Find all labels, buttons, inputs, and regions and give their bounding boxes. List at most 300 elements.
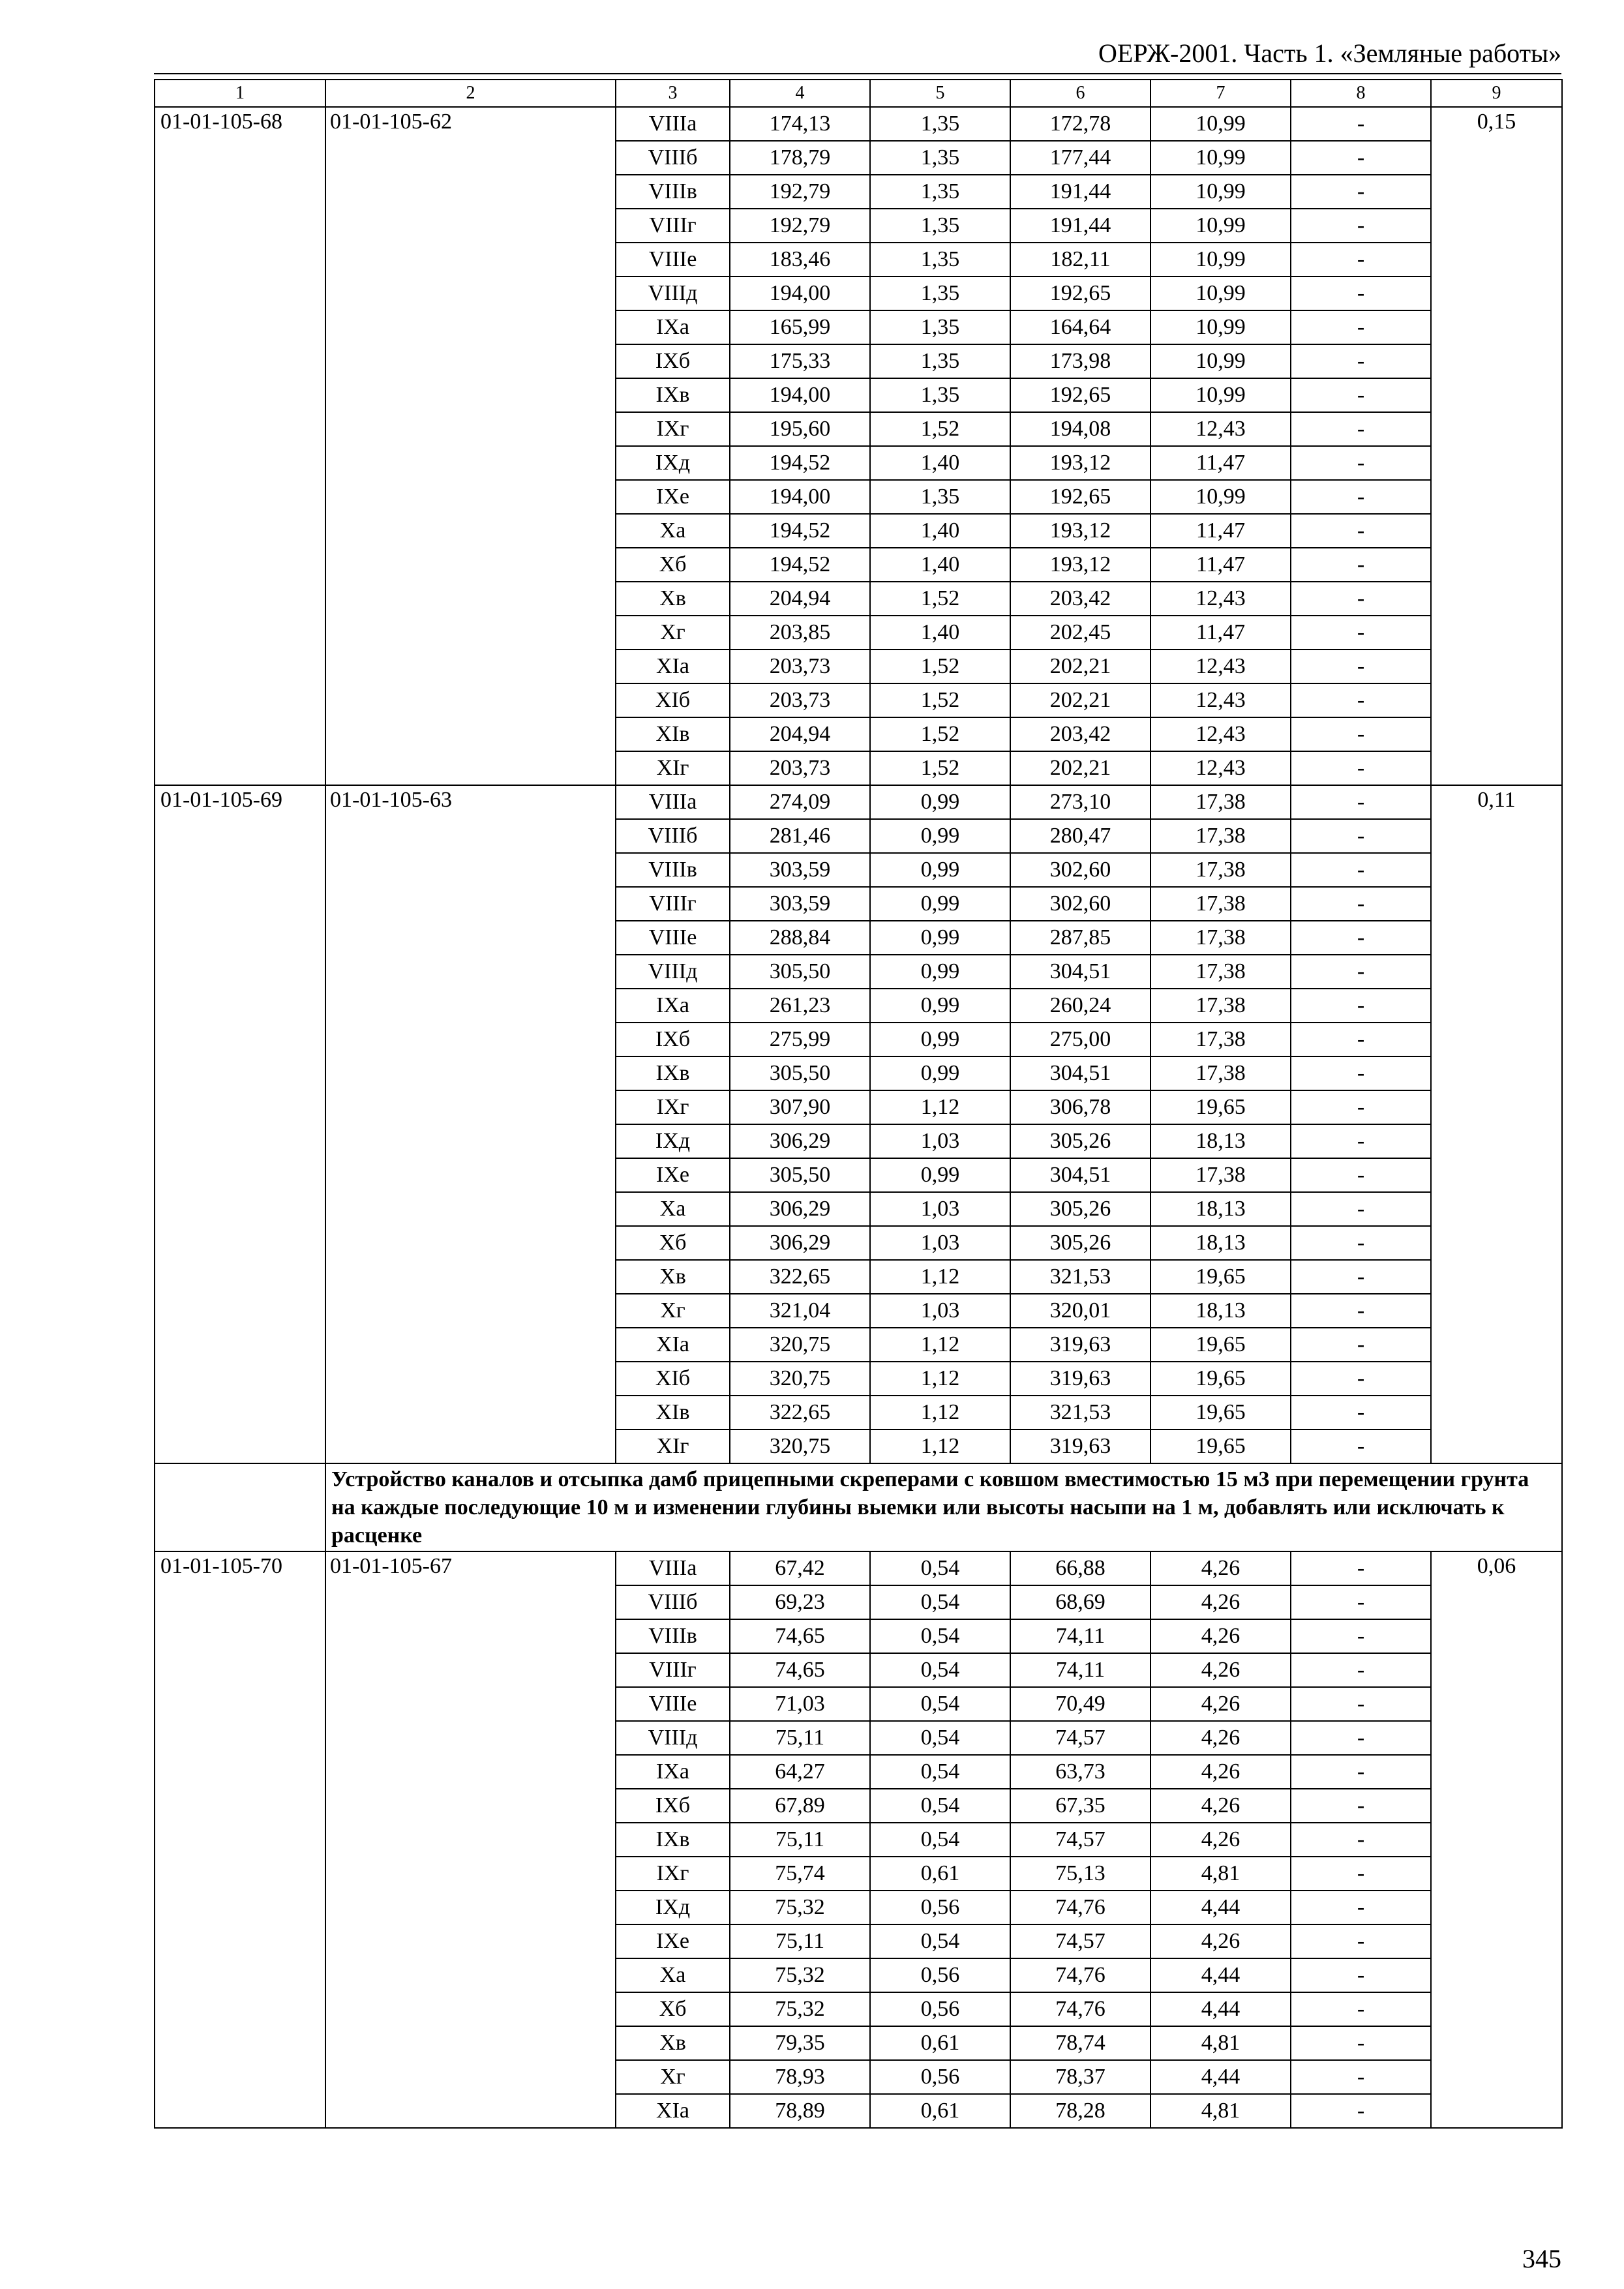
total-cost-cell: 203,73: [730, 650, 870, 683]
zone-cell: VIIIб: [616, 1585, 730, 1619]
driver-wages-cell: 19,65: [1150, 1260, 1291, 1294]
total-cost-cell: 204,94: [730, 582, 870, 616]
materials-cell: -: [1291, 141, 1431, 175]
total-cost-cell: 303,59: [730, 887, 870, 921]
materials-cell: -: [1291, 1721, 1431, 1755]
materials-cell: -: [1291, 446, 1431, 480]
materials-cell: -: [1291, 1429, 1431, 1463]
materials-cell: -: [1291, 548, 1431, 582]
zone-cell: IXд: [616, 1891, 730, 1924]
machines-cell: 164,64: [1010, 310, 1150, 344]
wages-cell: 0,54: [870, 1619, 1010, 1653]
materials-cell: -: [1291, 1958, 1431, 1992]
total-cost-cell: 195,60: [730, 412, 870, 446]
zone-cell: VIIIд: [616, 1721, 730, 1755]
column-number: 6: [1010, 80, 1150, 107]
materials-cell: -: [1291, 2026, 1431, 2060]
column-number: 9: [1431, 80, 1562, 107]
machines-cell: 305,26: [1010, 1124, 1150, 1158]
wages-cell: 0,99: [870, 989, 1010, 1023]
total-cost-cell: 305,50: [730, 1158, 870, 1192]
machines-cell: 275,00: [1010, 1023, 1150, 1056]
wages-cell: 1,35: [870, 243, 1010, 277]
wages-cell: 1,03: [870, 1192, 1010, 1226]
wages-cell: 1,35: [870, 310, 1010, 344]
labor-factor: 0,06: [1431, 1551, 1562, 2128]
materials-cell: -: [1291, 955, 1431, 989]
rate-code: 01-01-105-68: [155, 107, 325, 785]
materials-cell: -: [1291, 1362, 1431, 1396]
zone-cell: Xа: [616, 1192, 730, 1226]
total-cost-cell: 203,73: [730, 683, 870, 717]
machines-cell: 202,21: [1010, 751, 1150, 785]
driver-wages-cell: 12,43: [1150, 650, 1291, 683]
wages-cell: 0,54: [870, 1721, 1010, 1755]
total-cost-cell: 320,75: [730, 1429, 870, 1463]
machines-cell: 202,21: [1010, 683, 1150, 717]
zone-cell: Xа: [616, 1958, 730, 1992]
materials-cell: -: [1291, 1124, 1431, 1158]
machines-cell: 306,78: [1010, 1090, 1150, 1124]
total-cost-cell: 192,79: [730, 175, 870, 209]
total-cost-cell: 307,90: [730, 1090, 870, 1124]
machines-cell: 304,51: [1010, 1158, 1150, 1192]
zone-cell: VIIIб: [616, 141, 730, 175]
driver-wages-cell: 11,47: [1150, 548, 1291, 582]
driver-wages-cell: 12,43: [1150, 717, 1291, 751]
zone-cell: IXг: [616, 1090, 730, 1124]
materials-cell: -: [1291, 887, 1431, 921]
zone-cell: VIIIд: [616, 277, 730, 310]
zone-cell: IXе: [616, 480, 730, 514]
machines-cell: 305,26: [1010, 1226, 1150, 1260]
total-cost-cell: 305,50: [730, 1056, 870, 1090]
total-cost-cell: 194,00: [730, 277, 870, 310]
materials-cell: -: [1291, 1551, 1431, 1585]
wages-cell: 0,54: [870, 1789, 1010, 1823]
zone-cell: XIа: [616, 650, 730, 683]
wages-cell: 1,12: [870, 1396, 1010, 1429]
zone-cell: IXд: [616, 1124, 730, 1158]
materials-cell: -: [1291, 1328, 1431, 1362]
machines-cell: 193,12: [1010, 514, 1150, 548]
machines-cell: 74,11: [1010, 1653, 1150, 1687]
driver-wages-cell: 12,43: [1150, 683, 1291, 717]
table-row: [155, 785, 1562, 819]
zone-cell: VIIIв: [616, 1619, 730, 1653]
total-cost-cell: 194,52: [730, 548, 870, 582]
wages-cell: 1,12: [870, 1328, 1010, 1362]
materials-cell: -: [1291, 344, 1431, 378]
driver-wages-cell: 19,65: [1150, 1090, 1291, 1124]
driver-wages-cell: 10,99: [1150, 277, 1291, 310]
zone-cell: XIа: [616, 1328, 730, 1362]
zone-cell: Xг: [616, 2060, 730, 2094]
total-cost-cell: 165,99: [730, 310, 870, 344]
materials-cell: -: [1291, 853, 1431, 887]
wages-cell: 1,52: [870, 717, 1010, 751]
machines-cell: 202,45: [1010, 616, 1150, 650]
wages-cell: 1,35: [870, 277, 1010, 310]
driver-wages-cell: 17,38: [1150, 989, 1291, 1023]
driver-wages-cell: 10,99: [1150, 378, 1291, 412]
rates-table: [154, 79, 1563, 2129]
driver-wages-cell: 4,26: [1150, 1924, 1291, 1958]
total-cost-cell: 306,29: [730, 1124, 870, 1158]
wages-cell: 1,40: [870, 548, 1010, 582]
column-number: 1: [155, 80, 325, 107]
zone-cell: VIIIв: [616, 853, 730, 887]
machines-cell: 193,12: [1010, 548, 1150, 582]
wages-cell: 0,54: [870, 1551, 1010, 1585]
materials-cell: -: [1291, 819, 1431, 853]
materials-cell: -: [1291, 1192, 1431, 1226]
total-cost-cell: 75,32: [730, 1992, 870, 2026]
materials-cell: -: [1291, 1294, 1431, 1328]
driver-wages-cell: 4,81: [1150, 2094, 1291, 2128]
zone-cell: Xв: [616, 582, 730, 616]
zone-cell: VIIIг: [616, 1653, 730, 1687]
total-cost-cell: 203,85: [730, 616, 870, 650]
materials-cell: -: [1291, 1687, 1431, 1721]
machines-cell: 74,11: [1010, 1619, 1150, 1653]
zone-cell: VIIIе: [616, 1687, 730, 1721]
driver-wages-cell: 10,99: [1150, 480, 1291, 514]
wages-cell: 0,99: [870, 1056, 1010, 1090]
materials-cell: -: [1291, 209, 1431, 243]
zone-cell: Xг: [616, 616, 730, 650]
zone-cell: XIг: [616, 751, 730, 785]
wages-cell: 1,12: [870, 1362, 1010, 1396]
materials-cell: -: [1291, 616, 1431, 650]
wages-cell: 0,56: [870, 1891, 1010, 1924]
column-number-row: [155, 80, 1562, 107]
driver-wages-cell: 4,26: [1150, 1585, 1291, 1619]
wages-cell: 1,03: [870, 1124, 1010, 1158]
driver-wages-cell: 4,26: [1150, 1823, 1291, 1857]
driver-wages-cell: 4,81: [1150, 2026, 1291, 2060]
zone-cell: XIб: [616, 1362, 730, 1396]
zone-cell: XIб: [616, 683, 730, 717]
materials-cell: -: [1291, 582, 1431, 616]
total-cost-cell: 74,65: [730, 1653, 870, 1687]
machines-cell: 192,65: [1010, 378, 1150, 412]
driver-wages-cell: 10,99: [1150, 107, 1291, 141]
driver-wages-cell: 4,26: [1150, 1755, 1291, 1789]
zone-cell: VIIIе: [616, 243, 730, 277]
total-cost-cell: 303,59: [730, 853, 870, 887]
wages-cell: 0,56: [870, 1992, 1010, 2026]
machines-cell: 304,51: [1010, 955, 1150, 989]
machines-cell: 192,65: [1010, 277, 1150, 310]
total-cost-cell: 194,52: [730, 514, 870, 548]
driver-wages-cell: 4,81: [1150, 1857, 1291, 1891]
machines-cell: 280,47: [1010, 819, 1150, 853]
column-number: 3: [616, 80, 730, 107]
total-cost-cell: 175,33: [730, 344, 870, 378]
total-cost-cell: 64,27: [730, 1755, 870, 1789]
machines-cell: 305,26: [1010, 1192, 1150, 1226]
zone-cell: IXд: [616, 446, 730, 480]
driver-wages-cell: 10,99: [1150, 175, 1291, 209]
wages-cell: 1,52: [870, 751, 1010, 785]
total-cost-cell: 275,99: [730, 1023, 870, 1056]
total-cost-cell: 67,89: [730, 1789, 870, 1823]
driver-wages-cell: 12,43: [1150, 412, 1291, 446]
total-cost-cell: 194,00: [730, 480, 870, 514]
driver-wages-cell: 18,13: [1150, 1192, 1291, 1226]
wages-cell: 0,54: [870, 1924, 1010, 1958]
page-header: ОЕРЖ-2001. Часть 1. «Земляные работы»: [1098, 38, 1561, 68]
column-number: 8: [1291, 80, 1431, 107]
driver-wages-cell: 18,13: [1150, 1226, 1291, 1260]
zone-cell: VIIIа: [616, 1551, 730, 1585]
driver-wages-cell: 11,47: [1150, 446, 1291, 480]
driver-wages-cell: 4,26: [1150, 1687, 1291, 1721]
wages-cell: 1,03: [870, 1226, 1010, 1260]
driver-wages-cell: 17,38: [1150, 785, 1291, 819]
machines-cell: 191,44: [1010, 175, 1150, 209]
materials-cell: -: [1291, 717, 1431, 751]
machines-cell: 74,57: [1010, 1823, 1150, 1857]
total-cost-cell: 204,94: [730, 717, 870, 751]
machines-cell: 74,76: [1010, 1992, 1150, 2026]
wages-cell: 0,99: [870, 853, 1010, 887]
total-cost-cell: 281,46: [730, 819, 870, 853]
zone-cell: Xб: [616, 548, 730, 582]
materials-cell: -: [1291, 1158, 1431, 1192]
driver-wages-cell: 11,47: [1150, 514, 1291, 548]
total-cost-cell: 288,84: [730, 921, 870, 955]
wages-cell: 1,40: [870, 446, 1010, 480]
materials-cell: -: [1291, 1789, 1431, 1823]
materials-cell: -: [1291, 1924, 1431, 1958]
section-heading-row: [155, 1463, 1562, 1551]
zone-cell: VIIIб: [616, 819, 730, 853]
wages-cell: 0,54: [870, 1585, 1010, 1619]
wages-cell: 0,99: [870, 887, 1010, 921]
driver-wages-cell: 17,38: [1150, 1023, 1291, 1056]
driver-wages-cell: 18,13: [1150, 1294, 1291, 1328]
wages-cell: 1,40: [870, 616, 1010, 650]
materials-cell: -: [1291, 277, 1431, 310]
base-rate-code: 01-01-105-62: [325, 107, 616, 785]
driver-wages-cell: 4,26: [1150, 1551, 1291, 1585]
zone-cell: VIIIа: [616, 785, 730, 819]
driver-wages-cell: 10,99: [1150, 141, 1291, 175]
total-cost-cell: 75,11: [730, 1721, 870, 1755]
wages-cell: 1,12: [870, 1429, 1010, 1463]
materials-cell: -: [1291, 1823, 1431, 1857]
driver-wages-cell: 11,47: [1150, 616, 1291, 650]
machines-cell: 302,60: [1010, 887, 1150, 921]
rate-code: 01-01-105-70: [155, 1551, 325, 2128]
wages-cell: 0,99: [870, 921, 1010, 955]
zone-cell: IXа: [616, 310, 730, 344]
wages-cell: 1,12: [870, 1260, 1010, 1294]
machines-cell: 202,21: [1010, 650, 1150, 683]
machines-cell: 321,53: [1010, 1260, 1150, 1294]
zone-cell: Xб: [616, 1992, 730, 2026]
materials-cell: -: [1291, 175, 1431, 209]
wages-cell: 1,52: [870, 412, 1010, 446]
wages-cell: 0,54: [870, 1755, 1010, 1789]
machines-cell: 66,88: [1010, 1551, 1150, 1585]
driver-wages-cell: 17,38: [1150, 887, 1291, 921]
materials-cell: -: [1291, 1585, 1431, 1619]
wages-cell: 0,56: [870, 1958, 1010, 1992]
materials-cell: -: [1291, 1653, 1431, 1687]
materials-cell: -: [1291, 1992, 1431, 2026]
materials-cell: -: [1291, 1056, 1431, 1090]
materials-cell: -: [1291, 412, 1431, 446]
machines-cell: 321,53: [1010, 1396, 1150, 1429]
zone-cell: VIIIв: [616, 175, 730, 209]
machines-cell: 68,69: [1010, 1585, 1150, 1619]
zone-cell: IXг: [616, 1857, 730, 1891]
total-cost-cell: 69,23: [730, 1585, 870, 1619]
machines-cell: 70,49: [1010, 1687, 1150, 1721]
machines-cell: 172,78: [1010, 107, 1150, 141]
table-row: [155, 107, 1562, 141]
wages-cell: 0,61: [870, 2026, 1010, 2060]
machines-cell: 319,63: [1010, 1362, 1150, 1396]
wages-cell: 1,40: [870, 514, 1010, 548]
machines-cell: 191,44: [1010, 209, 1150, 243]
zone-cell: IXб: [616, 1789, 730, 1823]
total-cost-cell: 75,32: [730, 1958, 870, 1992]
wages-cell: 1,35: [870, 344, 1010, 378]
base-rate-code: 01-01-105-63: [325, 785, 616, 1463]
base-rate-code: 01-01-105-67: [325, 1551, 616, 2128]
total-cost-cell: 75,11: [730, 1823, 870, 1857]
total-cost-cell: 321,04: [730, 1294, 870, 1328]
wages-cell: 0,99: [870, 785, 1010, 819]
machines-cell: 67,35: [1010, 1789, 1150, 1823]
wages-cell: 1,52: [870, 683, 1010, 717]
machines-cell: 182,11: [1010, 243, 1150, 277]
total-cost-cell: 322,65: [730, 1260, 870, 1294]
wages-cell: 1,35: [870, 378, 1010, 412]
total-cost-cell: 67,42: [730, 1551, 870, 1585]
machines-cell: 63,73: [1010, 1755, 1150, 1789]
total-cost-cell: 75,74: [730, 1857, 870, 1891]
driver-wages-cell: 4,26: [1150, 1619, 1291, 1653]
driver-wages-cell: 4,26: [1150, 1653, 1291, 1687]
zone-cell: Xг: [616, 1294, 730, 1328]
wages-cell: 1,52: [870, 582, 1010, 616]
total-cost-cell: 79,35: [730, 2026, 870, 2060]
machines-cell: 192,65: [1010, 480, 1150, 514]
materials-cell: -: [1291, 785, 1431, 819]
total-cost-cell: 203,73: [730, 751, 870, 785]
header-rule: [154, 73, 1561, 74]
materials-cell: -: [1291, 107, 1431, 141]
materials-cell: -: [1291, 751, 1431, 785]
machines-cell: 319,63: [1010, 1328, 1150, 1362]
table-row: [155, 1551, 1562, 1585]
driver-wages-cell: 17,38: [1150, 1158, 1291, 1192]
machines-cell: 78,28: [1010, 2094, 1150, 2128]
wages-cell: 0,99: [870, 819, 1010, 853]
total-cost-cell: 78,89: [730, 2094, 870, 2128]
total-cost-cell: 306,29: [730, 1226, 870, 1260]
materials-cell: -: [1291, 2060, 1431, 2094]
column-number: 7: [1150, 80, 1291, 107]
driver-wages-cell: 10,99: [1150, 344, 1291, 378]
section-title: Устройство каналов и отсыпка дамб прицепными скреперами с ковшом вместимостью 15 м3 при перемещении грунта на каждые последующие 10 м и изменении глубины выемки или высоты насыпи на 1 м, добавлять или исключать к расценке: [325, 1463, 1562, 1551]
materials-cell: -: [1291, 683, 1431, 717]
wages-cell: 0,61: [870, 1857, 1010, 1891]
labor-factor: 0,15: [1431, 107, 1562, 785]
driver-wages-cell: 4,44: [1150, 1958, 1291, 1992]
materials-cell: -: [1291, 1619, 1431, 1653]
driver-wages-cell: 4,44: [1150, 1891, 1291, 1924]
zone-cell: IXа: [616, 989, 730, 1023]
zone-cell: XIв: [616, 1396, 730, 1429]
total-cost-cell: 194,52: [730, 446, 870, 480]
total-cost-cell: 178,79: [730, 141, 870, 175]
machines-cell: 304,51: [1010, 1056, 1150, 1090]
zone-cell: XIг: [616, 1429, 730, 1463]
zone-cell: IXг: [616, 412, 730, 446]
machines-cell: 273,10: [1010, 785, 1150, 819]
total-cost-cell: 320,75: [730, 1362, 870, 1396]
machines-cell: 194,08: [1010, 412, 1150, 446]
materials-cell: -: [1291, 989, 1431, 1023]
column-number: 5: [870, 80, 1010, 107]
zone-cell: VIIIд: [616, 955, 730, 989]
machines-cell: 74,76: [1010, 1891, 1150, 1924]
driver-wages-cell: 4,44: [1150, 1992, 1291, 2026]
driver-wages-cell: 12,43: [1150, 751, 1291, 785]
total-cost-cell: 194,00: [730, 378, 870, 412]
materials-cell: -: [1291, 1755, 1431, 1789]
total-cost-cell: 74,65: [730, 1619, 870, 1653]
total-cost-cell: 183,46: [730, 243, 870, 277]
wages-cell: 1,35: [870, 141, 1010, 175]
driver-wages-cell: 12,43: [1150, 582, 1291, 616]
machines-cell: 75,13: [1010, 1857, 1150, 1891]
machines-cell: 260,24: [1010, 989, 1150, 1023]
zone-cell: VIIIа: [616, 107, 730, 141]
materials-cell: -: [1291, 1396, 1431, 1429]
total-cost-cell: 305,50: [730, 955, 870, 989]
wages-cell: 0,99: [870, 1023, 1010, 1056]
driver-wages-cell: 17,38: [1150, 819, 1291, 853]
machines-cell: 203,42: [1010, 582, 1150, 616]
zone-cell: Xб: [616, 1226, 730, 1260]
machines-cell: 78,37: [1010, 2060, 1150, 2094]
machines-cell: 193,12: [1010, 446, 1150, 480]
materials-cell: -: [1291, 378, 1431, 412]
driver-wages-cell: 17,38: [1150, 1056, 1291, 1090]
total-cost-cell: 306,29: [730, 1192, 870, 1226]
wages-cell: 1,35: [870, 175, 1010, 209]
zone-cell: Xв: [616, 2026, 730, 2060]
total-cost-cell: 75,11: [730, 1924, 870, 1958]
zone-cell: IXа: [616, 1755, 730, 1789]
total-cost-cell: 78,93: [730, 2060, 870, 2094]
materials-cell: -: [1291, 480, 1431, 514]
driver-wages-cell: 10,99: [1150, 310, 1291, 344]
column-number: 2: [325, 80, 616, 107]
materials-cell: -: [1291, 650, 1431, 683]
driver-wages-cell: 4,26: [1150, 1721, 1291, 1755]
driver-wages-cell: 17,38: [1150, 955, 1291, 989]
wages-cell: 0,54: [870, 1687, 1010, 1721]
machines-cell: 302,60: [1010, 853, 1150, 887]
